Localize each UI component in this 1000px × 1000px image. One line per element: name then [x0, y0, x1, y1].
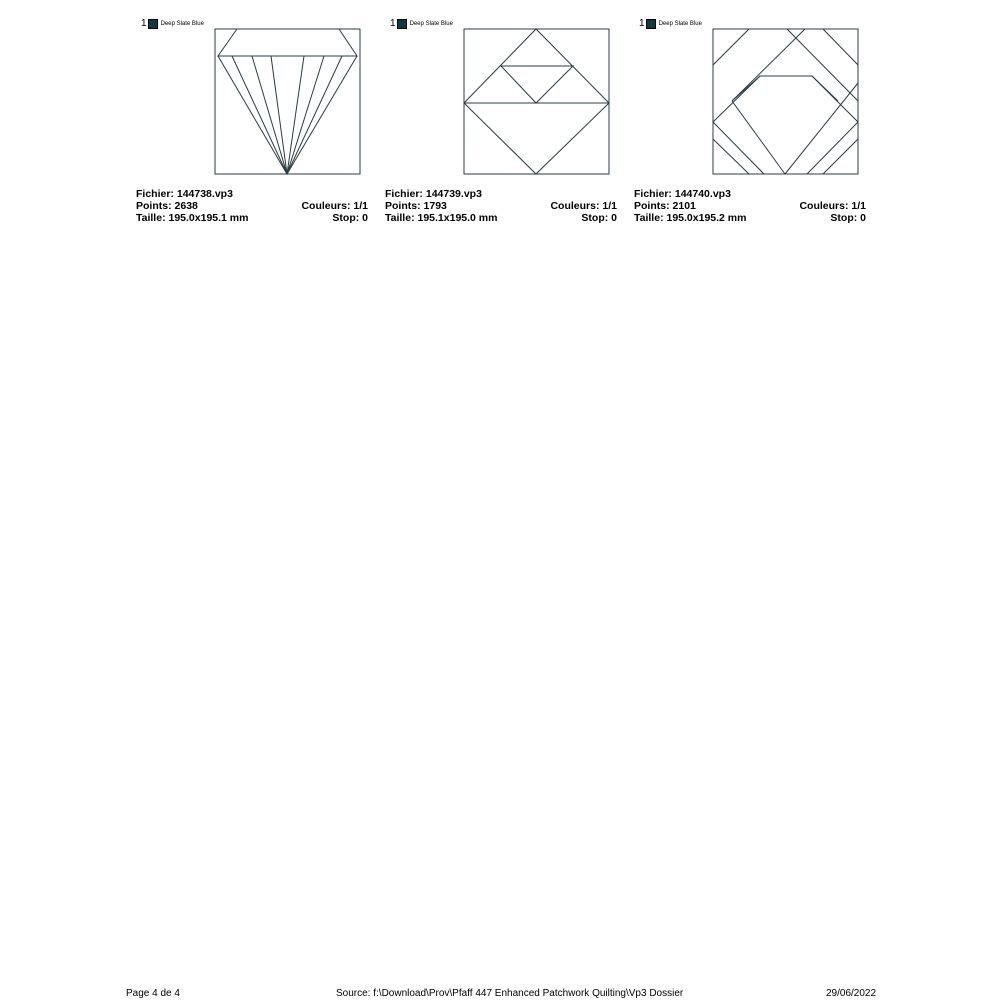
footer-source-path: Source: f:\Download\Prov\Pfaff 447 Enhanced Patchwork Quilting\Vp3 Dossier: [336, 988, 684, 999]
triangle-diamond-design: [463, 28, 611, 176]
info-row-points: [634, 200, 866, 212]
design-diamond: [464, 29, 609, 174]
color-number: 1: [141, 18, 147, 29]
color-swatch: [148, 19, 158, 29]
info-row-size: [634, 212, 866, 224]
design-card-144739: [385, 18, 617, 228]
file-label: Fichier:: [385, 188, 423, 200]
colors-label: Couleurs:: [799, 200, 849, 212]
design-border: [464, 29, 609, 174]
info-row-file: [136, 188, 368, 200]
footer-date: 29/06/2022: [826, 988, 877, 999]
file-value: 144738.vp3: [176, 188, 233, 200]
color-swatch: [397, 19, 407, 29]
points-label: Points:: [385, 200, 421, 212]
size-value: 195.0x195.1 mm: [168, 212, 249, 224]
color-swatch-row: [141, 18, 204, 30]
design-info: [634, 188, 866, 224]
colors-value: 1/1: [353, 200, 368, 212]
design-inner-triangle: [501, 66, 573, 103]
size-label: Taille:: [634, 212, 664, 224]
stop-value: 0: [362, 212, 368, 224]
colors-value: 1/1: [602, 200, 617, 212]
file-label: Fichier:: [634, 188, 672, 200]
stop-value: 0: [860, 212, 866, 224]
design-corner-lines: [713, 29, 858, 174]
info-row-size: [385, 212, 617, 224]
design-band-bottom: [713, 122, 858, 174]
points-value: 1793: [423, 200, 447, 212]
design-diamond-sides: [218, 56, 357, 174]
colors-value: 1/1: [851, 200, 866, 212]
points-label: Points:: [634, 200, 670, 212]
design-border: [215, 29, 360, 174]
color-swatch-row: [639, 18, 702, 30]
size-value: 195.0x195.2 mm: [666, 212, 747, 224]
colors-label: Couleurs:: [550, 200, 600, 212]
color-name: Deep Slate Blue: [409, 21, 453, 27]
color-number: 1: [639, 18, 645, 29]
size-label: Taille:: [385, 212, 415, 224]
info-row-file: [634, 188, 866, 200]
color-number: 1: [390, 18, 396, 29]
info-row-size: [136, 212, 368, 224]
design-outer-diamond: [732, 29, 858, 174]
file-value: 144740.vp3: [674, 188, 731, 200]
color-name: Deep Slate Blue: [658, 21, 702, 27]
color-swatch: [646, 19, 656, 29]
info-row-points: [136, 200, 368, 212]
points-value: 2101: [672, 200, 696, 212]
color-swatch-row: [390, 18, 453, 30]
footer-page-number: Page 4 de 4: [126, 988, 180, 999]
stop-label: Stop:: [830, 212, 858, 224]
size-value: 195.1x195.0 mm: [417, 212, 498, 224]
stop-label: Stop:: [332, 212, 360, 224]
fan-diamond-design: [214, 28, 362, 176]
design-fan-lines: [232, 56, 342, 174]
design-info: [136, 188, 368, 224]
design-card-144738: [136, 18, 368, 228]
points-label: Points:: [136, 200, 172, 212]
size-label: Taille:: [136, 212, 166, 224]
design-card-144740: [634, 18, 866, 228]
info-row-points: [385, 200, 617, 212]
colors-label: Couleurs:: [301, 200, 351, 212]
design-preview: [463, 28, 611, 176]
stop-label: Stop:: [581, 212, 609, 224]
design-top-band: [218, 29, 357, 56]
info-row-file: [385, 188, 617, 200]
square-in-square-design: [712, 28, 860, 176]
design-preview: [712, 28, 860, 176]
file-value: 144739.vp3: [425, 188, 482, 200]
file-label: Fichier:: [136, 188, 174, 200]
design-info: [385, 188, 617, 224]
design-preview: [214, 28, 362, 176]
design-border: [713, 29, 858, 174]
points-value: 2638: [174, 200, 198, 212]
color-name: Deep Slate Blue: [160, 21, 204, 27]
stop-value: 0: [611, 212, 617, 224]
